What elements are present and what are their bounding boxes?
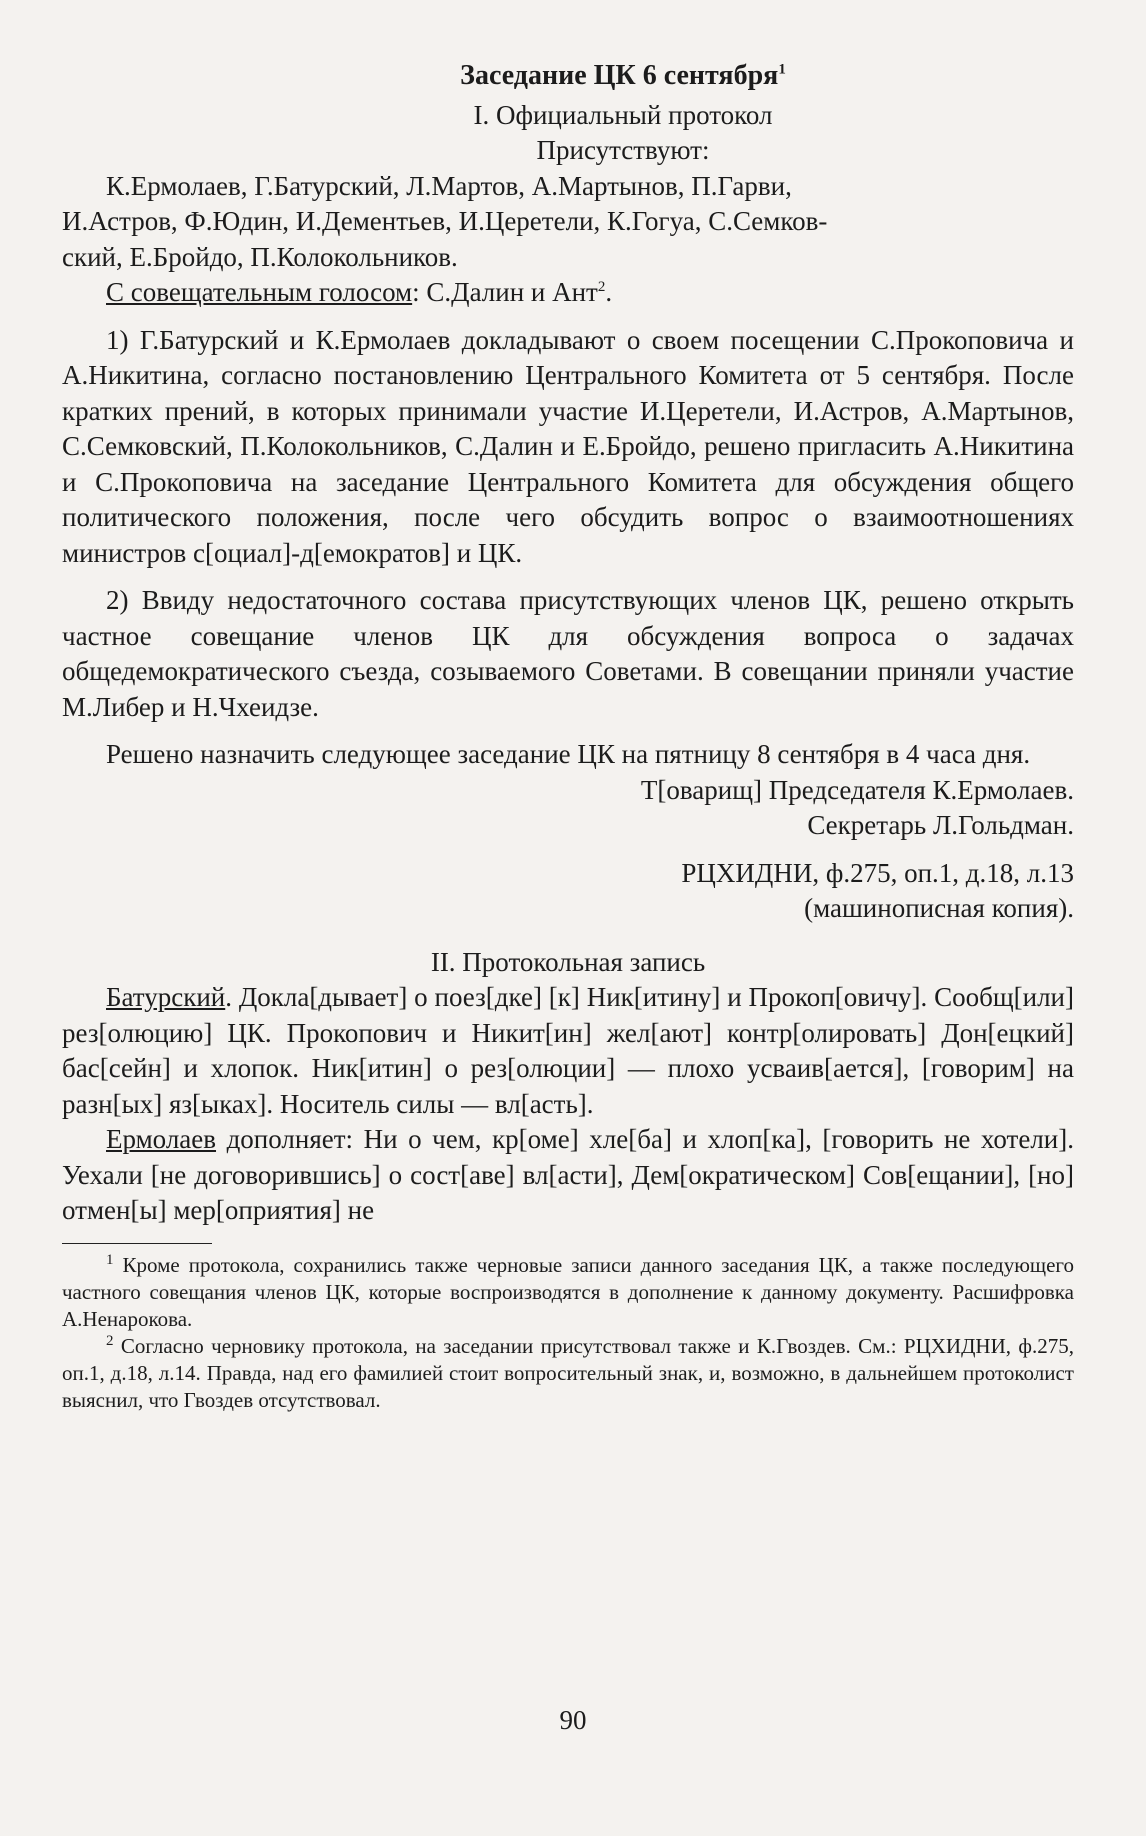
page-number: 90 [559,1705,587,1735]
ermolaev-entry: Ермолаев дополняет: Ни о чем, кр[оме] хле[ба] и хлоп[ка], [говорить не хотели]. Уехали [не договорившись] о сост[аве] вл[асти], Дем[ократическом] Сов[ещании], [но] отмен[ы] мер[оприятия] не [62,1124,1074,1225]
footnote-1: $^1$ Кроме протокола, сохранились также черновые записи данного заседания ЦК, а также последующего частного совещания членов ЦК, которые воспроизводятся в дополнение к данному документу. Расшифровка А.Ненарокова. [62,1251,1074,1331]
section-2-heading: II. Протокольная запись [430,946,706,977]
chair-signature: Т[оварищ] Председателя К.Ермолаев. [640,774,1074,805]
advisory-label: С совещательным голосом [106,277,413,307]
footnote-divider [62,1243,212,1244]
archive-reference: РЦХИДНИ, ф.275, оп.1, д.18, л.13 [681,857,1074,888]
present-label: Присутствуют: [536,135,710,165]
advisory-voice: С совещательным голосом: С.Далин и Ант$^2$. [106,277,613,307]
attendees-list: К.Ермолаев, Г.Батурский, Л.Мартов, А.Мартынов, П.Гарви, [106,170,792,201]
attendees-line-2: И.Астров, Ф.Юдин, И.Дементьев, И.Церетели, К.Гогуа, С.Семков- [62,206,828,236]
footnote-2: $^2$ Согласно черновику протокола, на заседании присутствовал также и К.Гвоздев. См.: РЦХИДНИ, ф.275, оп.1, д.18, л.14. Правда, над его фамилией стоит вопросительный знак, и, возможно, в дальнейшем протоколист выяснил, что Гвоздев отсутствовал. [62,1332,1074,1412]
footnote-ref-2: 2 [597,279,606,295]
secretary-signature: Секретарь Л.Гольдман. [807,810,1074,840]
page-content [62,58,1074,1414]
page-title: Заседание ЦК 6 сентября$^1$ [460,60,786,91]
speaker-baturskiy: Батурский [106,982,226,1012]
section-1-heading: I. Официальный протокол [473,99,773,130]
copy-note: (машинописная копия). [804,893,1074,923]
speaker-ermolaev: Ермолаев [106,1124,217,1154]
footnote-ref-1: 1 [778,61,786,78]
paragraph-1: 1) Г.Батурский и К.Ермолаев докладывают о своем посещении С.Прокоповича и А.Никитина, согласно постановлению Центрального Комитета от 5 сентября. После кратких прений, в которых принимали участие И.Церетели, И.Астров, А.Мартынов, С.Семковский, П.Колокольников, С.Далин и Е.Бройдо, решено пригласить А.Никитина и С.Прокоповича на заседание Центрального Комитета для обсуждения общего политического положения, после чего обсудить вопрос о взаимоотношениях министров с[оциал]-д[емократов] и ЦК. [62,324,1074,568]
baturskiy-entry: Батурский. Докла[дывает] о поез[дке] [к] Ник[итину] и Прокоп[овичу]. Сообщ[или] рез[олюцию] ЦК. Прокопович и Никит[ин] жел[ают] контр[олировать] Дон[ецкий] бас[сейн] и хлопок. Ник[итин] о рез[олюции] — плохо усваив[ается], [говорим] на разн[ых] яз[ыках]. Носитель силы — вл[асть]. [62,982,1074,1119]
attendees-line-3: ский, Е.Бройдо, П.Колокольников. [62,241,458,272]
paragraph-3: Решено назначить следующее заседание ЦК на пятницу 8 сентября в 4 часа дня. [106,739,1031,769]
paragraph-2: 2) Ввиду недостаточного состава присутствующих членов ЦК, решено открыть частное совещание членов ЦК для обсуждения вопроса о задачах общедемократического съезда, созываемого Советами. В совещании приняли участие М.Либер и Н.Чхеидзе. [62,585,1074,722]
